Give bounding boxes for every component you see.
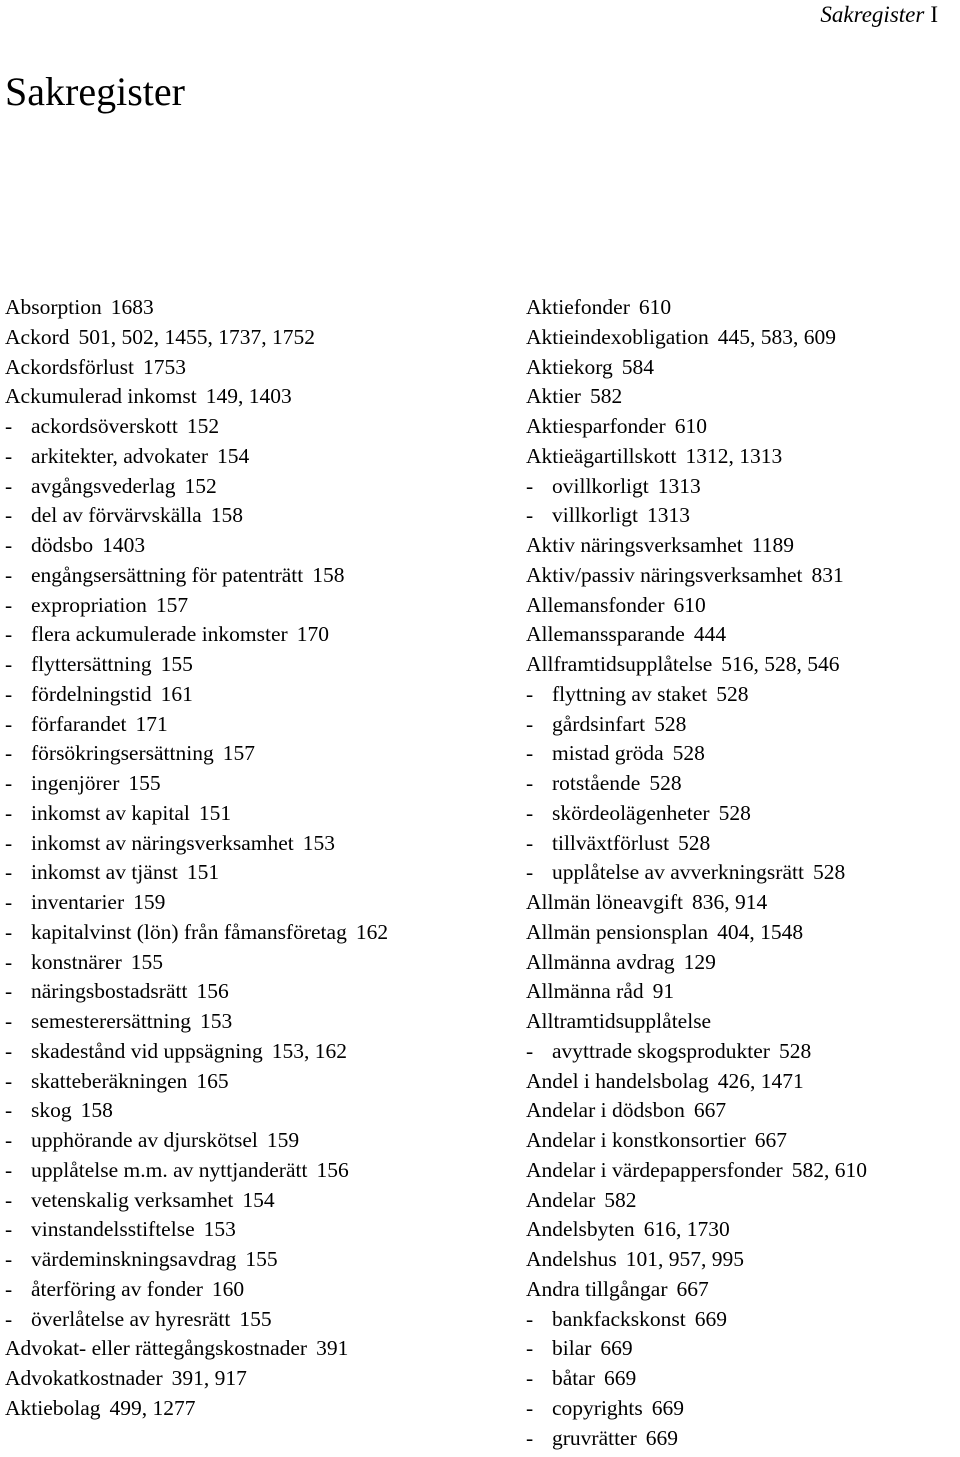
index-term: Allemanssparande bbox=[526, 622, 685, 647]
page-references: 584 bbox=[621, 354, 655, 379]
page-references: 582 bbox=[604, 1187, 637, 1212]
index-entry bbox=[526, 591, 958, 621]
subentry-dash: - bbox=[5, 652, 13, 676]
index-term: Allmän pensionsplan bbox=[526, 919, 709, 944]
subentry-dash: - bbox=[5, 1009, 13, 1033]
index-term: mistad gröda bbox=[552, 741, 664, 766]
index-term: vinstandelsstiftelse bbox=[31, 1217, 195, 1242]
index-subentry bbox=[526, 799, 958, 829]
index-term: konstnärer bbox=[31, 949, 122, 974]
index-term: flyttersättning bbox=[31, 652, 152, 676]
subentry-dash: - bbox=[5, 1098, 13, 1123]
index-subentry bbox=[5, 1007, 505, 1037]
page-references: 1313 bbox=[647, 503, 690, 528]
index-term: Andelsbyten bbox=[526, 1217, 635, 1242]
page-references: 157 bbox=[155, 592, 189, 617]
index-term: inventarier bbox=[31, 890, 125, 914]
index-term: flera ackumulerade inkomster bbox=[31, 622, 288, 647]
subentry-dash: - bbox=[5, 592, 13, 617]
subentry-dash: - bbox=[5, 1247, 13, 1271]
page-references: 155 bbox=[130, 949, 163, 974]
subentry-dash: - bbox=[526, 771, 534, 795]
index-subentry bbox=[5, 1275, 505, 1305]
page-references: 101, 957, 995 bbox=[625, 1247, 745, 1271]
page-references: 91 bbox=[652, 979, 675, 1004]
subentry-dash: - bbox=[5, 860, 13, 885]
index-entry bbox=[526, 1156, 958, 1186]
page-references: 155 bbox=[160, 652, 193, 676]
index-entry bbox=[5, 293, 505, 323]
page-references: 616, 1730 bbox=[643, 1217, 730, 1242]
page-references: 836, 914 bbox=[692, 890, 768, 914]
index-subentry bbox=[5, 1305, 505, 1335]
index-term: inkomst av tjänst bbox=[31, 860, 178, 885]
index-term: skadestånd vid uppsägning bbox=[31, 1038, 263, 1063]
page-references: 129 bbox=[683, 949, 716, 974]
index-entry bbox=[526, 412, 958, 442]
index-term: avyttrade skogsprodukter bbox=[552, 1038, 770, 1063]
index-subentry bbox=[5, 858, 505, 888]
index-subentry bbox=[526, 739, 958, 769]
page-references: 528 bbox=[672, 741, 705, 766]
subentry-dash: - bbox=[5, 979, 13, 1004]
index-term: Aktiv näringsverksamhet bbox=[526, 533, 743, 557]
subentry-dash: - bbox=[5, 1157, 13, 1182]
index-entry bbox=[5, 323, 505, 353]
index-entry bbox=[526, 293, 958, 323]
page-references: 528 bbox=[716, 681, 749, 706]
index-subentry bbox=[5, 799, 505, 829]
page-references: 159 bbox=[133, 890, 166, 914]
page-references: 610 bbox=[638, 295, 672, 319]
page-references: 391, 917 bbox=[171, 1366, 247, 1390]
index-term: upphörande av djurskötsel bbox=[31, 1128, 258, 1152]
subentry-dash: - bbox=[5, 473, 13, 498]
index-subentry bbox=[5, 710, 505, 740]
index-subentry bbox=[5, 769, 505, 799]
page-references: 149, 1403 bbox=[205, 384, 292, 409]
index-entry bbox=[526, 1126, 958, 1156]
index-entry bbox=[5, 1364, 505, 1394]
index-subentry bbox=[5, 918, 505, 948]
page-references: 426, 1471 bbox=[717, 1068, 804, 1093]
index-term: Allmän löneavgift bbox=[526, 890, 684, 914]
page-references: 831 bbox=[811, 562, 844, 587]
page-references: 153 bbox=[203, 1217, 236, 1242]
index-term: upplåtelse m.m. av nyttjanderätt bbox=[31, 1157, 308, 1182]
index-term: upplåtelse av avverkningsrätt bbox=[552, 860, 804, 885]
subentry-dash: - bbox=[526, 1306, 534, 1331]
subentry-dash: - bbox=[5, 1187, 13, 1212]
subentry-dash: - bbox=[5, 533, 13, 557]
subentry-dash: - bbox=[526, 473, 534, 498]
index-term: skog bbox=[31, 1098, 72, 1123]
index-subentry bbox=[5, 531, 505, 561]
index-entry bbox=[526, 918, 958, 948]
index-term: förfarandet bbox=[31, 711, 127, 736]
index-term: vetenskalig verksamhet bbox=[31, 1187, 234, 1212]
index-term: gårdsinfart bbox=[552, 711, 646, 736]
page-references: 669 bbox=[603, 1366, 637, 1390]
subentry-dash: - bbox=[526, 503, 534, 528]
page-references: 528 bbox=[812, 860, 846, 885]
subentry-dash: - bbox=[526, 1336, 534, 1361]
page-references: 160 bbox=[211, 1276, 245, 1301]
index-column-right bbox=[526, 293, 958, 1453]
subentry-dash: - bbox=[526, 1425, 534, 1450]
subentry-dash: - bbox=[5, 741, 13, 766]
index-subentry bbox=[526, 858, 958, 888]
page-references: 669 bbox=[651, 1395, 685, 1420]
subentry-dash: - bbox=[526, 741, 534, 766]
index-entry bbox=[526, 323, 958, 353]
index-subentry bbox=[526, 710, 958, 740]
index-term: rotstående bbox=[552, 771, 641, 795]
index-subentry bbox=[5, 412, 505, 442]
index-subentry bbox=[526, 501, 958, 531]
index-term: Ackumulerad inkomst bbox=[5, 384, 197, 409]
page-references: 667 bbox=[754, 1128, 787, 1152]
index-entry bbox=[526, 620, 958, 650]
index-subentry bbox=[526, 829, 958, 859]
page-references: 155 bbox=[128, 771, 161, 795]
page-references: 152 bbox=[184, 473, 217, 498]
page-references: 1312, 1313 bbox=[685, 443, 783, 468]
page-references: 171 bbox=[135, 711, 168, 736]
index-term: bilar bbox=[552, 1336, 592, 1361]
index-term: Allmänna avdrag bbox=[526, 949, 675, 974]
index-term: Andra tillgångar bbox=[526, 1276, 668, 1301]
page-references: 158 bbox=[312, 562, 345, 587]
page-references: 667 bbox=[676, 1276, 709, 1301]
index-term: Advokatkostnader bbox=[5, 1366, 163, 1390]
index-subentry bbox=[5, 1126, 505, 1156]
index-subentry bbox=[526, 680, 958, 710]
subentry-dash: - bbox=[526, 800, 534, 825]
index-subentry bbox=[526, 769, 958, 799]
index-term: försökringsersättning bbox=[31, 741, 214, 766]
subentry-dash: - bbox=[5, 771, 13, 795]
subentry-dash: - bbox=[5, 622, 13, 647]
subentry-dash: - bbox=[5, 443, 13, 468]
page-references: 156 bbox=[316, 1157, 349, 1182]
page-references: 1753 bbox=[142, 354, 186, 379]
index-term: skatteberäkningen bbox=[31, 1068, 188, 1093]
index-term: avgångsvederlag bbox=[31, 473, 176, 498]
index-subentry bbox=[5, 680, 505, 710]
subentry-dash: - bbox=[5, 1276, 13, 1301]
page-references: 152 bbox=[186, 414, 220, 438]
index-term: dödsbo bbox=[31, 533, 94, 557]
index-subentry bbox=[5, 829, 505, 859]
index-term: inkomst av näringsverksamhet bbox=[31, 830, 294, 855]
page-references: 170 bbox=[296, 622, 329, 647]
subentry-dash: - bbox=[5, 1217, 13, 1242]
index-subentry bbox=[5, 1186, 505, 1216]
index-term: Aktiekorg bbox=[526, 354, 613, 379]
index-subentry bbox=[526, 1394, 958, 1424]
index-term: ovillkorligt bbox=[552, 473, 649, 498]
page-references: 158 bbox=[210, 503, 243, 528]
index-term: Absorption bbox=[5, 295, 102, 319]
index-entry bbox=[526, 948, 958, 978]
index-entry bbox=[526, 353, 958, 383]
subentry-dash: - bbox=[5, 919, 13, 944]
index-term: inkomst av kapital bbox=[31, 800, 190, 825]
page-references: 1189 bbox=[751, 533, 794, 557]
index-term: Aktieindexobligation bbox=[526, 324, 709, 349]
index-subentry bbox=[5, 1156, 505, 1186]
page-references: 151 bbox=[186, 860, 220, 885]
page-references: 445, 583, 609 bbox=[717, 324, 836, 349]
index-term: ingenjörer bbox=[31, 771, 120, 795]
index-entry bbox=[526, 382, 958, 412]
page-references: 158 bbox=[80, 1098, 113, 1123]
index-term: copyrights bbox=[552, 1395, 643, 1420]
index-entry bbox=[5, 353, 505, 383]
index-entry bbox=[526, 888, 958, 918]
index-subentry bbox=[526, 1364, 958, 1394]
index-subentry bbox=[5, 1067, 505, 1097]
subentry-dash: - bbox=[5, 949, 13, 974]
index-entry bbox=[526, 1186, 958, 1216]
page-references: 499, 1277 bbox=[109, 1395, 196, 1420]
index-term: Andelar bbox=[526, 1187, 596, 1212]
index-term: skördeolägenheter bbox=[552, 800, 710, 825]
index-term: Ackord bbox=[5, 324, 70, 349]
index-entry bbox=[526, 1275, 958, 1305]
subentry-dash: - bbox=[5, 711, 13, 736]
page-references: 155 bbox=[239, 1306, 272, 1331]
page-references: 528 bbox=[778, 1038, 812, 1063]
index-subentry bbox=[5, 620, 505, 650]
index-entry bbox=[526, 1067, 958, 1097]
index-term: flyttning av staket bbox=[552, 681, 708, 706]
index-subentry bbox=[5, 1096, 505, 1126]
index-subentry bbox=[526, 1424, 958, 1454]
page-references: 151 bbox=[198, 800, 232, 825]
index-entry bbox=[526, 1096, 958, 1126]
index-term: Alltramtidsupplåtelse bbox=[526, 1009, 712, 1033]
page-references: 610 bbox=[674, 414, 707, 438]
page-references: 528 bbox=[718, 800, 751, 825]
index-term: Advokat- eller rättegångskostnader bbox=[5, 1336, 308, 1361]
subentry-dash: - bbox=[5, 1068, 13, 1093]
page-references: 669 bbox=[600, 1336, 633, 1361]
index-term: Andelar i konstkonsortier bbox=[526, 1128, 746, 1152]
index-term: Aktiefonder bbox=[526, 295, 630, 319]
page-references: 667 bbox=[693, 1098, 727, 1123]
index-subentry bbox=[5, 948, 505, 978]
index-term: ackordsöverskott bbox=[31, 414, 178, 438]
index-term: Aktier bbox=[526, 384, 581, 409]
index-term: engångsersättning för patenträtt bbox=[31, 562, 304, 587]
subentry-dash: - bbox=[526, 860, 534, 885]
page-references: 669 bbox=[694, 1306, 727, 1331]
page-references: 669 bbox=[645, 1425, 679, 1450]
subentry-dash: - bbox=[526, 1395, 534, 1420]
index-subentry bbox=[5, 472, 505, 502]
page-references: 154 bbox=[217, 443, 250, 468]
subentry-dash: - bbox=[5, 830, 13, 855]
index-column-left bbox=[5, 293, 505, 1424]
page-references: 528 bbox=[678, 830, 711, 855]
index-entry bbox=[526, 650, 958, 680]
subentry-dash: - bbox=[526, 711, 534, 736]
page-references: 157 bbox=[222, 741, 255, 766]
index-subentry bbox=[5, 739, 505, 769]
index-entry bbox=[526, 1215, 958, 1245]
page-references: 1403 bbox=[102, 533, 146, 557]
index-term: gruvrätter bbox=[552, 1425, 637, 1450]
index-subentry bbox=[526, 472, 958, 502]
index-entry bbox=[5, 1394, 505, 1424]
page-references: 159 bbox=[266, 1128, 300, 1152]
index-term: bankfackskonst bbox=[552, 1306, 686, 1331]
index-term: kapitalvinst (lön) från fåmansföretag bbox=[31, 919, 347, 944]
index-term: Andel i handelsbolag bbox=[526, 1068, 709, 1093]
page-references: 1313 bbox=[657, 473, 701, 498]
page-references: 610 bbox=[673, 592, 706, 617]
index-term: Allemansfonder bbox=[526, 592, 665, 617]
page-references: 161 bbox=[160, 681, 193, 706]
page-references: 444 bbox=[693, 622, 727, 647]
index-term: tillväxtförlust bbox=[552, 830, 670, 855]
index-term: Aktiesparfonder bbox=[526, 414, 666, 438]
index-term: återföring av fonder bbox=[31, 1276, 203, 1301]
subentry-dash: - bbox=[5, 890, 13, 914]
page-references: 528 bbox=[649, 771, 682, 795]
page-references: 516, 528, 546 bbox=[721, 652, 840, 676]
subentry-dash: - bbox=[5, 1128, 13, 1152]
index-term: semesterersättning bbox=[31, 1009, 192, 1033]
page-references: 404, 1548 bbox=[717, 919, 804, 944]
index-subentry bbox=[5, 1037, 505, 1067]
index-subentry bbox=[526, 1037, 958, 1067]
index-term: Aktiv/passiv näringsverksamhet bbox=[526, 562, 803, 587]
index-entry bbox=[526, 1245, 958, 1275]
running-header bbox=[820, 0, 938, 30]
index-term: Andelshus bbox=[526, 1247, 617, 1271]
index-term: del av förvärvskälla bbox=[31, 503, 202, 528]
page-references: 528 bbox=[654, 711, 687, 736]
subentry-dash: - bbox=[5, 414, 13, 438]
index-subentry bbox=[5, 888, 505, 918]
index-subentry bbox=[5, 561, 505, 591]
page-references: 162 bbox=[355, 919, 389, 944]
page-references: 153 bbox=[302, 830, 335, 855]
index-subentry bbox=[5, 501, 505, 531]
running-title: Sakregister bbox=[820, 2, 925, 27]
index-entry bbox=[526, 1007, 958, 1037]
index-term: villkorligt bbox=[552, 503, 638, 528]
index-subentry bbox=[5, 442, 505, 472]
subentry-dash: - bbox=[5, 800, 13, 825]
index-term: Andelar i dödsbon bbox=[526, 1098, 685, 1123]
index-term: Aktiebolag bbox=[5, 1395, 101, 1420]
page-references: 153, 162 bbox=[271, 1038, 347, 1063]
index-term: expropriation bbox=[31, 592, 147, 617]
index-term: Aktieägartillskott bbox=[526, 443, 677, 468]
subentry-dash: - bbox=[5, 1306, 13, 1331]
index-term: Ackordsförlust bbox=[5, 354, 134, 379]
index-term: fördelningstid bbox=[31, 681, 152, 706]
index-term: båtar bbox=[552, 1366, 595, 1390]
index-term: Allmänna råd bbox=[526, 979, 644, 1004]
page-references: 582 bbox=[589, 384, 623, 409]
index-subentry bbox=[526, 1305, 958, 1335]
subentry-dash: - bbox=[5, 503, 13, 528]
page-references: 501, 502, 1455, 1737, 1752 bbox=[78, 324, 315, 349]
index-subentry bbox=[5, 977, 505, 1007]
page-number: I bbox=[930, 2, 938, 27]
index-term: arkitekter, advokater bbox=[31, 443, 209, 468]
index-subentry bbox=[5, 1245, 505, 1275]
index-entry bbox=[526, 531, 958, 561]
index-term: Allframtidsupplåtelse bbox=[526, 652, 713, 676]
subentry-dash: - bbox=[526, 1366, 534, 1390]
page-references: 155 bbox=[245, 1247, 278, 1271]
subentry-dash: - bbox=[526, 830, 534, 855]
page-references: 153 bbox=[200, 1009, 233, 1033]
subentry-dash: - bbox=[526, 1038, 534, 1063]
page-references: 165 bbox=[196, 1068, 229, 1093]
page-references: 582, 610 bbox=[791, 1157, 867, 1182]
index-subentry bbox=[5, 1215, 505, 1245]
subentry-dash: - bbox=[5, 562, 13, 587]
index-term: värdeminskningsavdrag bbox=[31, 1247, 237, 1271]
subentry-dash: - bbox=[5, 1038, 13, 1063]
index-entry bbox=[526, 442, 958, 472]
page-references: 154 bbox=[242, 1187, 275, 1212]
index-entry bbox=[526, 561, 958, 591]
page-title: Sakregister bbox=[5, 69, 185, 114]
index-term: Andelar i värdepappersfonder bbox=[526, 1157, 783, 1182]
page-references: 391 bbox=[316, 1336, 349, 1361]
index-entry bbox=[5, 1334, 505, 1364]
page-references: 156 bbox=[196, 979, 229, 1004]
subentry-dash: - bbox=[5, 681, 13, 706]
index-subentry bbox=[5, 591, 505, 621]
page-references: 1683 bbox=[110, 295, 154, 319]
index-subentry bbox=[5, 650, 505, 680]
index-term: överlåtelse av hyresrätt bbox=[31, 1306, 231, 1331]
index-term: näringsbostadsrätt bbox=[31, 979, 188, 1004]
index-subentry bbox=[526, 1334, 958, 1364]
index-entry bbox=[5, 382, 505, 412]
subentry-dash: - bbox=[526, 681, 534, 706]
index-entry bbox=[526, 977, 958, 1007]
